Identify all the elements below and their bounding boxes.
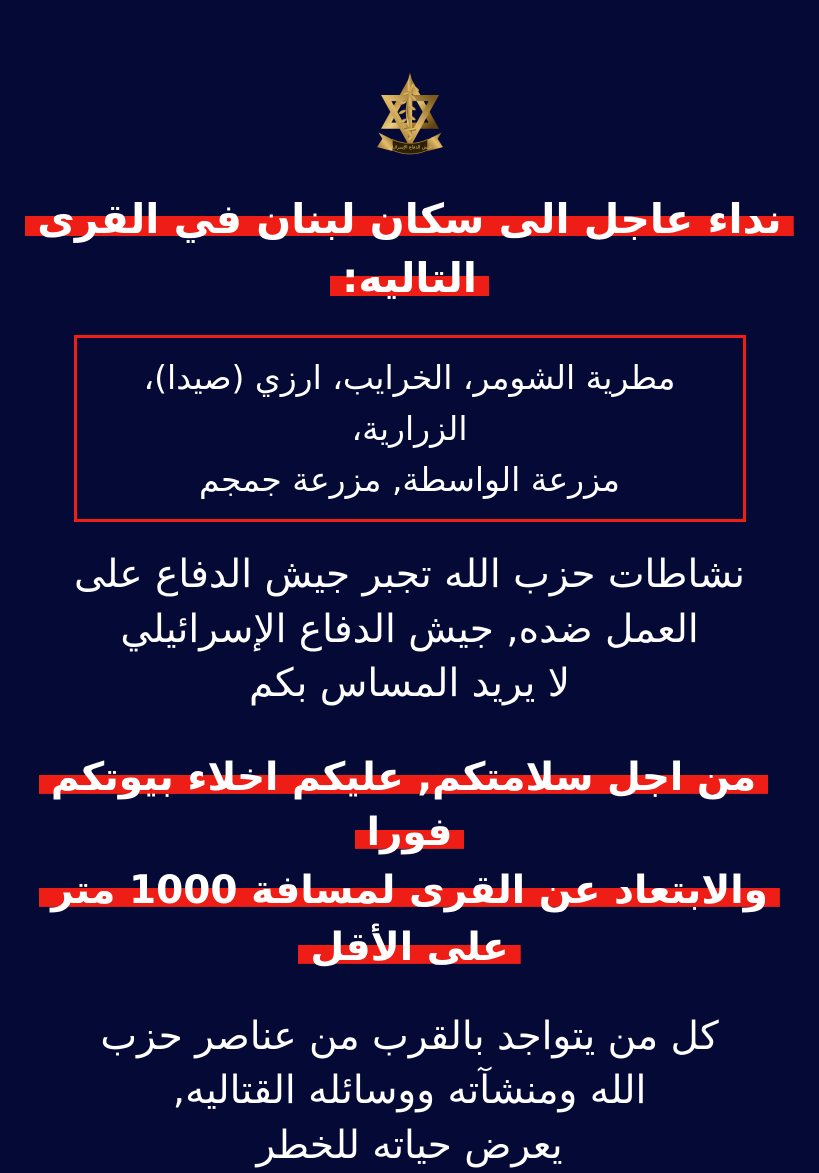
- warning-line-2: والابتعاد عن القرى لمسافة 1000 متر: [39, 868, 780, 913]
- paragraph1-line-3: لا يريد المساس بكم: [248, 661, 571, 707]
- headline: [0, 190, 819, 309]
- evacuation-warning: [0, 750, 819, 976]
- emblem-container: [0, 0, 819, 168]
- body-paragraph-1: [0, 548, 819, 712]
- villages-line-2: مزرعة الواسطة, مزرعة جمجم: [199, 460, 620, 500]
- ribbon-text: جيش الدفاع الإسرائيلي: [387, 145, 432, 151]
- body-paragraph-2: [0, 1010, 819, 1173]
- notice-content: [0, 190, 819, 1173]
- warning-line-3: على الأقل: [298, 925, 520, 970]
- warning-line-1: من اجل سلامتكم, عليكم اخلاء بيوتكم فورا: [39, 755, 768, 855]
- idf-emblem-icon: [358, 72, 462, 164]
- sword-pommel: [408, 136, 412, 140]
- paragraph2-line-3: يعرض حياته للخطر: [256, 1122, 563, 1168]
- paragraph2-line-2: الله ومنشآته ووسائله القتاليه,: [172, 1068, 647, 1114]
- villages-box: [74, 335, 746, 522]
- paragraph1-line-2: العمل ضده, جيش الدفاع الإسرائيلي: [120, 606, 699, 652]
- sword-grip: [408, 131, 412, 137]
- headline-text: نداء عاجل الى سكان لبنان في القرى التاليه:: [25, 195, 793, 302]
- paragraph2-line-1: كل من يتواجد بالقرب من عناصر حزب: [100, 1013, 719, 1059]
- sword-crossguard: [403, 128, 415, 131]
- paragraph1-line-1: نشاطات حزب الله تجبر جيش الدفاع على: [73, 552, 746, 598]
- villages-line-1: مطرية الشومر، الخرايب، ارزي (صيدا)، الزرارية،: [143, 357, 676, 449]
